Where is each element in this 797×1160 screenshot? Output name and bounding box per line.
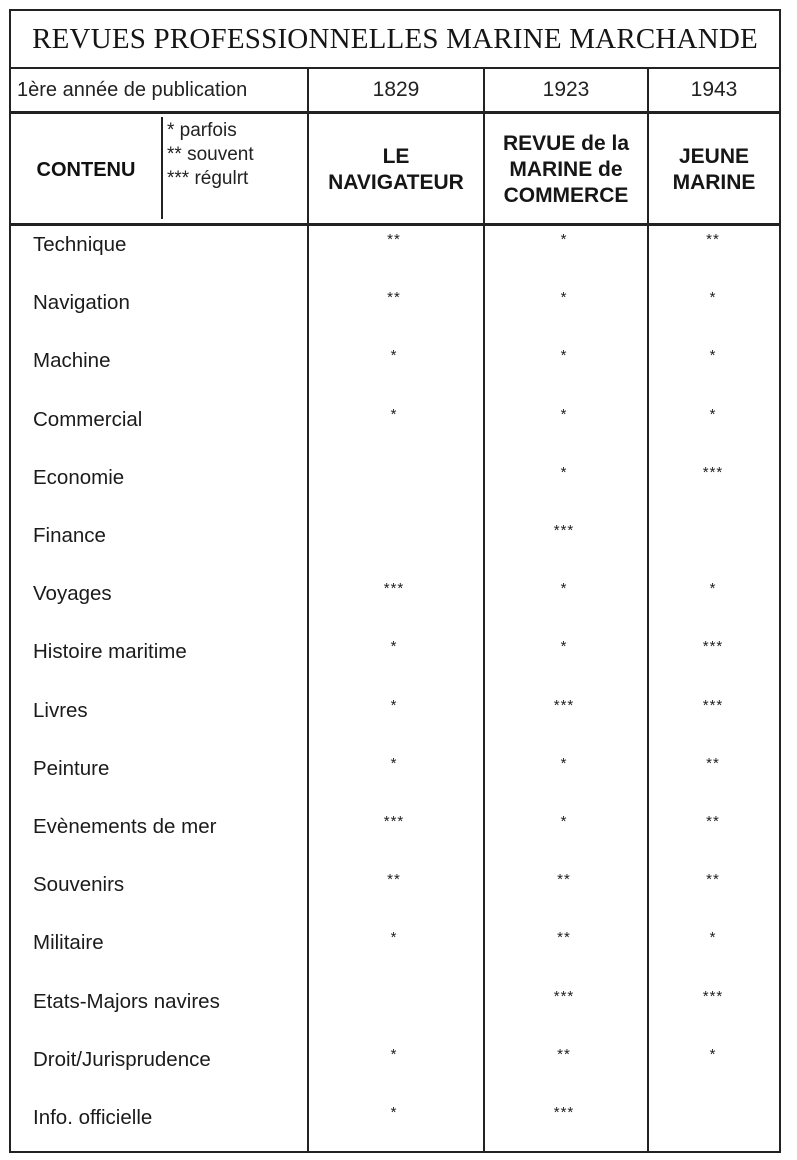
year-2: 1923 bbox=[542, 78, 590, 101]
rating-mark: * bbox=[560, 754, 568, 772]
row-label: Etats-Majors navires bbox=[33, 989, 220, 1013]
rating-mark: * bbox=[709, 580, 717, 598]
header-line: MARINE de bbox=[509, 157, 623, 181]
row-label: Evènements de mer bbox=[33, 815, 217, 838]
rating-mark: * bbox=[709, 347, 717, 365]
rating-mark: * bbox=[709, 289, 717, 307]
row-label: Commercial bbox=[33, 407, 143, 431]
rating-mark: * bbox=[560, 580, 568, 598]
legend-divider bbox=[161, 117, 163, 219]
column-divider bbox=[647, 69, 649, 1151]
rating-mark: * bbox=[390, 347, 398, 365]
rating-mark: * bbox=[709, 1045, 717, 1063]
rating-mark: * bbox=[709, 929, 717, 947]
rating-mark: * bbox=[560, 405, 568, 423]
row-label: Peinture bbox=[33, 756, 110, 780]
rating-mark: ** bbox=[557, 1045, 571, 1063]
rating-mark: *** bbox=[553, 987, 575, 1005]
row-label: Livres bbox=[33, 698, 88, 722]
rating-mark: *** bbox=[702, 638, 724, 656]
rating-mark: * bbox=[560, 638, 568, 656]
rating-mark: ** bbox=[557, 929, 571, 947]
contenu-label: CONTENU bbox=[36, 158, 136, 181]
rating-mark: *** bbox=[553, 696, 575, 714]
legend-item: ** souvent bbox=[167, 143, 254, 165]
legend bbox=[167, 119, 307, 190]
divider bbox=[11, 111, 779, 114]
header-line: NAVIGATEUR bbox=[328, 171, 464, 194]
row-label: Souvenirs bbox=[33, 873, 125, 897]
column-header-le-navigateur bbox=[309, 115, 483, 225]
rating-mark: * bbox=[390, 638, 398, 656]
column-header-revue-marine-commerce bbox=[485, 115, 647, 225]
rating-mark: * bbox=[390, 929, 398, 947]
header-line: REVUE de la bbox=[502, 131, 630, 155]
rating-mark: ** bbox=[387, 289, 401, 307]
rating-mark: ** bbox=[706, 231, 720, 248]
rating-mark: ** bbox=[557, 871, 571, 889]
year-3: 1943 bbox=[690, 78, 738, 101]
rating-mark: *** bbox=[553, 1104, 575, 1121]
rating-mark: * bbox=[390, 1104, 398, 1121]
rating-mark: * bbox=[560, 463, 568, 481]
row-label: Technique bbox=[33, 233, 127, 256]
rating-mark: ** bbox=[387, 231, 401, 248]
row-label: Militaire bbox=[33, 931, 104, 955]
rating-mark: * bbox=[560, 347, 568, 365]
row-label: Info. officielle bbox=[33, 1106, 153, 1129]
rating-mark: *** bbox=[702, 987, 724, 1005]
table-frame bbox=[9, 9, 781, 1153]
column-divider bbox=[307, 69, 309, 1151]
rating-mark: * bbox=[709, 405, 717, 423]
rating-mark: *** bbox=[383, 580, 405, 598]
rating-mark: * bbox=[560, 231, 568, 248]
rating-mark: ** bbox=[706, 813, 720, 830]
rating-mark: ** bbox=[706, 754, 720, 772]
rating-mark: *** bbox=[702, 463, 724, 481]
divider bbox=[11, 223, 779, 226]
row-label: Voyages bbox=[33, 582, 112, 606]
rating-mark: * bbox=[560, 289, 568, 307]
row-label: Histoire maritime bbox=[33, 640, 187, 664]
rating-mark: * bbox=[560, 813, 568, 830]
legend-item: *** régulrt bbox=[167, 167, 249, 189]
header-line: JEUNE bbox=[678, 144, 750, 168]
header-line: MARINE bbox=[672, 171, 756, 194]
rating-mark: * bbox=[390, 754, 398, 772]
row-label: Finance bbox=[33, 524, 106, 547]
header-line: LE bbox=[382, 144, 410, 168]
table-title: REVUES PROFESSIONNELLES MARINE MARCHANDE bbox=[32, 22, 758, 55]
rating-mark: ** bbox=[706, 871, 720, 889]
rating-mark: *** bbox=[383, 813, 405, 830]
legend-item: * parfois bbox=[167, 120, 237, 141]
row-label: Economie bbox=[33, 465, 125, 489]
row-label: Droit/Jurisprudence bbox=[33, 1047, 211, 1071]
year-1: 1829 bbox=[372, 78, 420, 101]
column-divider bbox=[483, 69, 485, 1151]
header-line: COMMERCE bbox=[503, 184, 629, 208]
rating-mark: * bbox=[390, 696, 398, 714]
row-label: Machine bbox=[33, 349, 111, 373]
rating-mark: *** bbox=[553, 522, 575, 539]
row-label: Navigation bbox=[33, 291, 130, 315]
column-header-jeune-marine bbox=[649, 115, 779, 225]
rating-mark: *** bbox=[702, 696, 724, 714]
publication-year-label: 1ère année de publication bbox=[17, 78, 248, 101]
rating-mark: * bbox=[390, 405, 398, 423]
rating-mark: * bbox=[390, 1045, 398, 1063]
rating-mark: ** bbox=[387, 871, 401, 889]
